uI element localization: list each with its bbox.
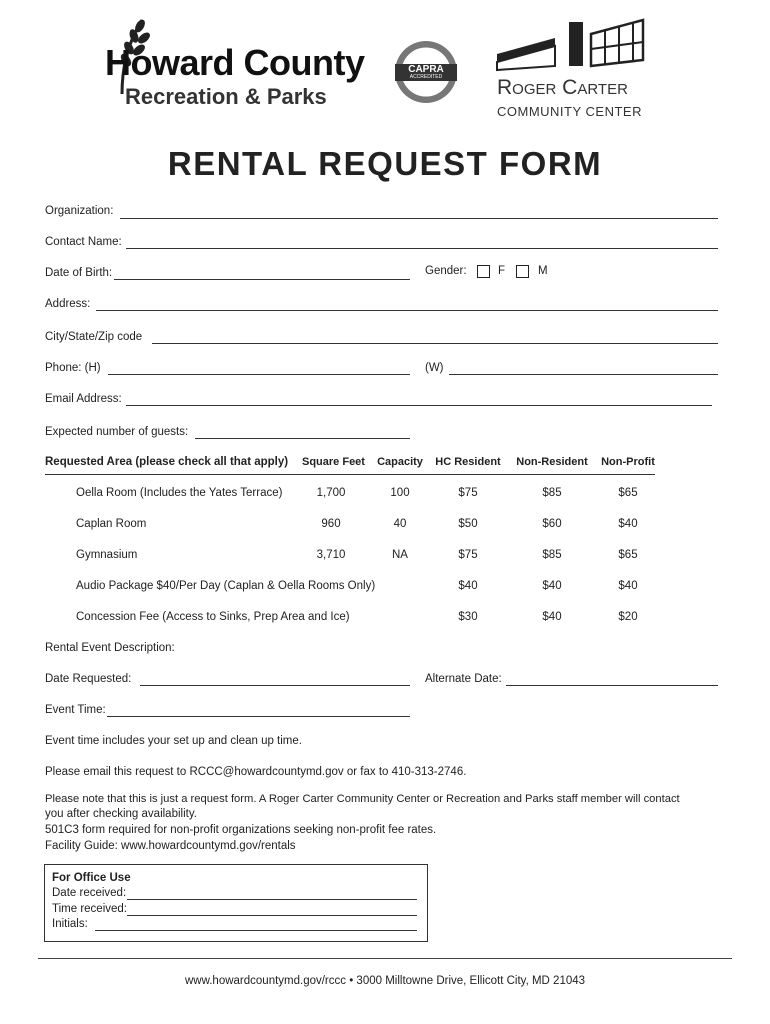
request-note-line2: you after checking availability. <box>45 808 197 820</box>
email-note: Please email this request to RCCC@howardcountymd.gov or fax to 410-313-2746. <box>45 766 467 778</box>
guests-field[interactable] <box>195 438 410 439</box>
col-sqft-header: Square Feet <box>302 456 365 468</box>
dob-field[interactable] <box>114 279 410 280</box>
contact-name-field[interactable] <box>126 248 718 249</box>
rc-logo-line2: COMMUNITY CENTER <box>497 104 642 119</box>
col-non-resident-header: Non-Resident <box>516 456 588 468</box>
organization-field[interactable] <box>120 218 718 219</box>
area-name: Concession Fee (Access to Sinks, Prep Area and Ice) <box>76 611 350 623</box>
area-name: Gymnasium <box>76 549 138 561</box>
square-feet: 3,710 <box>316 549 346 561</box>
non-profit-rate: $65 <box>618 549 638 561</box>
capra-subtitle: ACCREDITED <box>409 74 443 80</box>
office-use-title: For Office Use <box>52 872 131 884</box>
col-hc-resident-header: HC Resident <box>435 456 501 468</box>
date-received-label: Date received: <box>52 887 127 899</box>
table-header-rule <box>45 474 655 475</box>
capra-title: CAPRA <box>408 64 444 75</box>
gender-m-label: M <box>538 265 548 277</box>
phone-work-label: (W) <box>425 362 444 374</box>
non-resident-rate: $85 <box>542 549 562 561</box>
capacity: 100 <box>390 487 410 499</box>
hc-logo-line2: Recreation & Parks <box>125 84 327 109</box>
event-time-field[interactable] <box>107 716 410 717</box>
address-label: Address: <box>45 298 91 310</box>
request-note-line1: Please note that this is just a request form. A Roger Carter Community Center or Recreation and Parks staff member will contact <box>45 793 680 805</box>
hc-resident-rate: $40 <box>458 580 478 592</box>
setup-note: Event time includes your set up and clean up time. <box>45 735 302 747</box>
address-field[interactable] <box>96 310 718 311</box>
email-label: Email Address: <box>45 393 122 405</box>
hc-resident-rate: $50 <box>458 518 478 530</box>
city-state-zip-field[interactable] <box>152 343 718 344</box>
gender-f-checkbox[interactable] <box>477 265 490 278</box>
time-received-field[interactable] <box>127 915 417 916</box>
footer-divider <box>38 958 732 959</box>
contact-name-label: Contact Name: <box>45 236 122 248</box>
organization-label: Organization: <box>45 205 114 217</box>
date-received-field[interactable] <box>127 899 417 900</box>
alternate-date-field[interactable] <box>506 685 718 686</box>
alternate-date-label: Alternate Date: <box>425 673 502 685</box>
event-time-label: Event Time: <box>45 704 106 716</box>
guests-label: Expected number of guests: <box>45 426 189 438</box>
area-name: Audio Package $40/Per Day (Caplan & Oella Rooms Only) <box>76 580 376 592</box>
form-501c3-note: 501C3 form required for non-profit organizations seeking non-profit fee rates. <box>45 824 437 836</box>
non-resident-rate: $40 <box>542 611 562 623</box>
non-profit-rate: $65 <box>618 487 638 499</box>
building-icon <box>495 16 647 72</box>
initials-field[interactable] <box>95 930 417 931</box>
square-feet: 960 <box>321 518 341 530</box>
non-profit-rate: $40 <box>618 518 638 530</box>
gender-f-label: F <box>498 265 506 277</box>
hc-logo-line1: Howard County <box>105 42 365 83</box>
hc-resident-rate: $75 <box>458 487 478 499</box>
city-state-zip-label: City/State/Zip code <box>45 331 143 343</box>
rc-logo-line1: Roger Carter <box>497 76 628 99</box>
non-profit-rate: $20 <box>618 611 638 623</box>
date-requested-field[interactable] <box>140 685 410 686</box>
footer-text: www.howardcountymd.gov/rccc • 3000 Milltowne Drive, Ellicott City, MD 21043 <box>184 975 586 987</box>
time-received-label: Time received: <box>52 903 127 915</box>
hc-resident-rate: $30 <box>458 611 478 623</box>
phone-home-label: Phone: (H) <box>45 362 101 374</box>
col-capacity-header: Capacity <box>377 456 423 468</box>
non-resident-rate: $40 <box>542 580 562 592</box>
gender-m-checkbox[interactable] <box>516 265 529 278</box>
date-requested-label: Date Requested: <box>45 673 132 685</box>
office-use-box <box>44 864 428 942</box>
gender-label: Gender: <box>425 265 467 277</box>
col-area-header: Requested Area (please check all that apply) <box>45 456 289 468</box>
capacity: 40 <box>393 518 407 530</box>
non-resident-rate: $60 <box>542 518 562 530</box>
capacity: NA <box>392 549 408 561</box>
phone-work-field[interactable] <box>449 374 718 375</box>
howard-county-logo <box>100 16 385 111</box>
email-field[interactable] <box>126 405 712 406</box>
dob-label: Date of Birth: <box>45 267 113 279</box>
area-name: Caplan Room <box>76 518 147 530</box>
non-profit-rate: $40 <box>618 580 638 592</box>
area-name: Oella Room (Includes the Yates Terrace) <box>76 487 283 499</box>
col-non-profit-header: Non-Profit <box>601 456 655 468</box>
non-resident-rate: $85 <box>542 487 562 499</box>
capra-badge <box>392 38 460 106</box>
event-description-label: Rental Event Description: <box>45 642 175 654</box>
roger-carter-logo <box>495 16 655 121</box>
facility-guide-note: Facility Guide: www.howardcountymd.gov/rentals <box>45 840 296 852</box>
initials-label: Initials: <box>52 918 88 930</box>
hc-resident-rate: $75 <box>458 549 478 561</box>
phone-home-field[interactable] <box>108 374 410 375</box>
form-title: RENTAL REQUEST FORM <box>167 145 603 182</box>
square-feet: 1,700 <box>316 487 346 499</box>
